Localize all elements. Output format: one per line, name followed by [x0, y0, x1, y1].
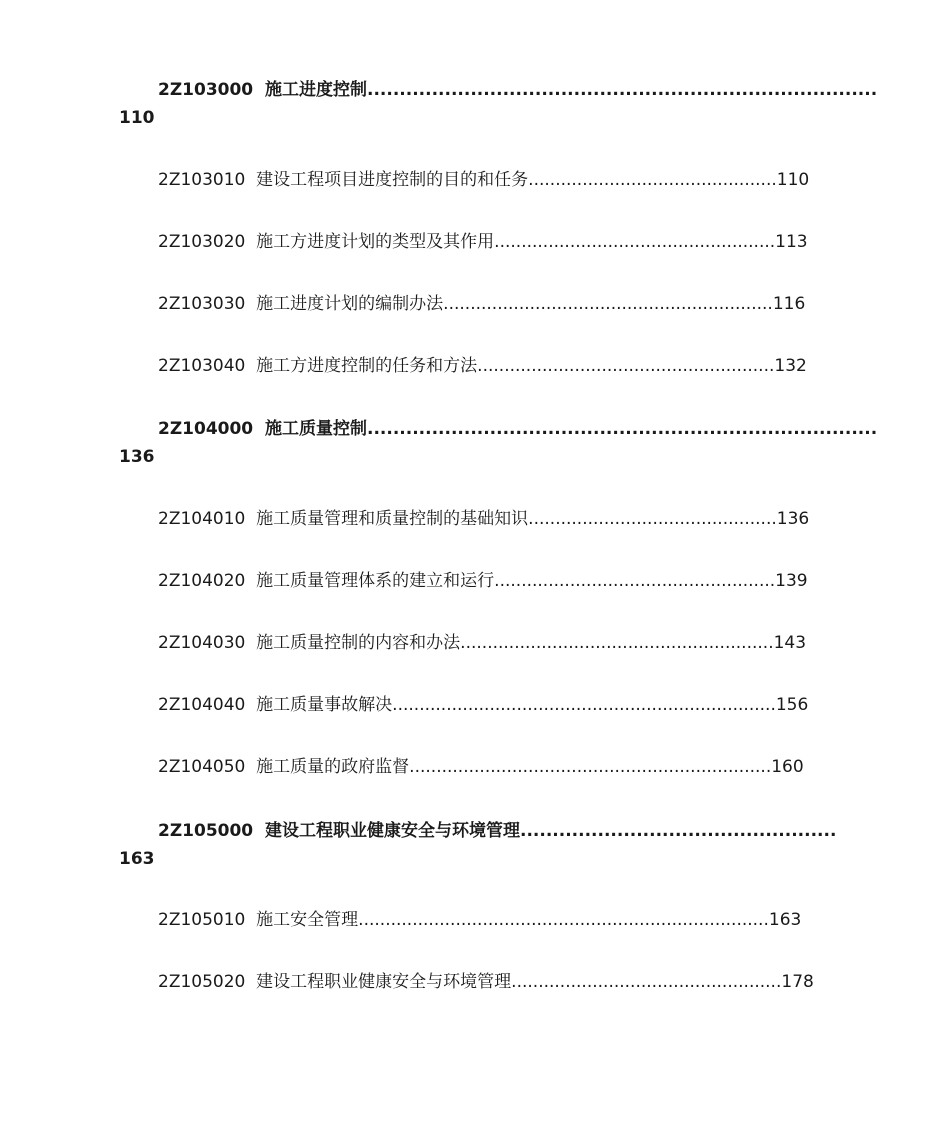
section-title: 施工安全管理 — [256, 910, 359, 930]
section-title: 施工方进度计划的类型及其作用 — [256, 232, 495, 252]
toc-section-2z103010[interactable] — [158, 169, 809, 191]
toc-section-2z103030[interactable] — [158, 293, 805, 315]
section-page-number: 110 — [776, 170, 810, 190]
chapter-page-number: 163 — [119, 849, 155, 869]
section-leader-dots: .................................................... — [494, 571, 776, 591]
toc-chapter-2z105000[interactable] — [158, 820, 836, 842]
toc-section-2z104010[interactable] — [158, 508, 809, 530]
toc-section-2z105020[interactable] — [158, 971, 814, 993]
section-page-number: 143 — [773, 633, 807, 653]
section-page-number: 178 — [781, 972, 814, 992]
section-page-number: 163 — [768, 910, 802, 930]
section-leader-dots: .......................................................... — [460, 633, 774, 653]
section-leader-dots: .................................................... — [494, 232, 776, 252]
chapter-title: 建设工程职业健康安全与环境管理 — [264, 821, 520, 841]
chapter-title: 施工质量控制 — [264, 419, 367, 439]
section-page-number: 139 — [775, 571, 808, 591]
chapter-title: 施工进度控制 — [264, 80, 367, 100]
toc-section-2z103040[interactable] — [158, 355, 807, 377]
section-page-number: 156 — [775, 695, 809, 715]
section-code: 2Z103020 — [158, 232, 246, 252]
toc-section-2z104020[interactable] — [158, 570, 808, 592]
section-code: 2Z103040 — [158, 356, 246, 376]
section-leader-dots: ....................................................... — [477, 356, 775, 376]
section-title: 施工质量事故解决 — [256, 695, 393, 715]
section-code: 2Z105020 — [158, 972, 246, 992]
chapter-code: 2Z105000 — [158, 821, 254, 841]
section-leader-dots: ....................................................................... — [392, 695, 776, 715]
section-code: 2Z103030 — [158, 294, 246, 314]
section-title: 施工进度计划的编制办法 — [256, 294, 444, 314]
chapter-page-number: 110 — [119, 108, 155, 128]
chapter-leader-dots: ................................................. — [519, 821, 837, 841]
section-title: 施工质量管理体系的建立和运行 — [256, 571, 495, 591]
chapter-page-number: 136 — [119, 447, 155, 467]
section-page-number: 132 — [774, 356, 807, 376]
section-code: 2Z104030 — [158, 633, 246, 653]
section-leader-dots: ............................................................. — [443, 294, 773, 314]
section-page-number: 160 — [771, 757, 804, 777]
section-title: 施工方进度控制的任务和方法 — [256, 356, 478, 376]
section-title: 建设工程职业健康安全与环境管理 — [256, 972, 512, 992]
section-leader-dots: .............................................. — [528, 170, 777, 190]
section-title: 施工质量管理和质量控制的基础知识 — [256, 509, 529, 529]
toc-section-2z104030[interactable] — [158, 632, 806, 654]
toc-section-2z105010[interactable] — [158, 909, 801, 931]
section-code: 2Z104040 — [158, 695, 246, 715]
section-title: 建设工程项目进度控制的目的和任务 — [256, 170, 529, 190]
chapter-leader-dots: ............................................................................... — [366, 80, 878, 100]
section-page-number: 116 — [772, 294, 806, 314]
chapter-code: 2Z103000 — [158, 80, 254, 100]
section-page-number: 113 — [775, 232, 808, 252]
section-code: 2Z104050 — [158, 757, 246, 777]
section-title: 施工质量的政府监督 — [256, 757, 410, 777]
section-code: 2Z104010 — [158, 509, 246, 529]
section-code: 2Z105010 — [158, 910, 246, 930]
chapter-leader-dots: ............................................................................... — [366, 419, 878, 439]
section-leader-dots: .............................................. — [528, 509, 777, 529]
toc-chapter-2z103000[interactable] — [158, 79, 877, 101]
section-title: 施工质量控制的内容和办法 — [256, 633, 461, 653]
chapter-code: 2Z104000 — [158, 419, 254, 439]
section-code: 2Z103010 — [158, 170, 246, 190]
section-leader-dots: ................................................................... — [409, 757, 772, 777]
toc-section-2z104040[interactable] — [158, 694, 808, 716]
toc-section-2z104050[interactable] — [158, 756, 804, 778]
section-page-number: 136 — [776, 509, 810, 529]
section-leader-dots: .................................................. — [511, 972, 782, 992]
toc-chapter-2z104000[interactable] — [158, 418, 877, 440]
toc-section-2z103020[interactable] — [158, 231, 808, 253]
section-leader-dots: ............................................................................ — [358, 910, 769, 930]
section-code: 2Z104020 — [158, 571, 246, 591]
